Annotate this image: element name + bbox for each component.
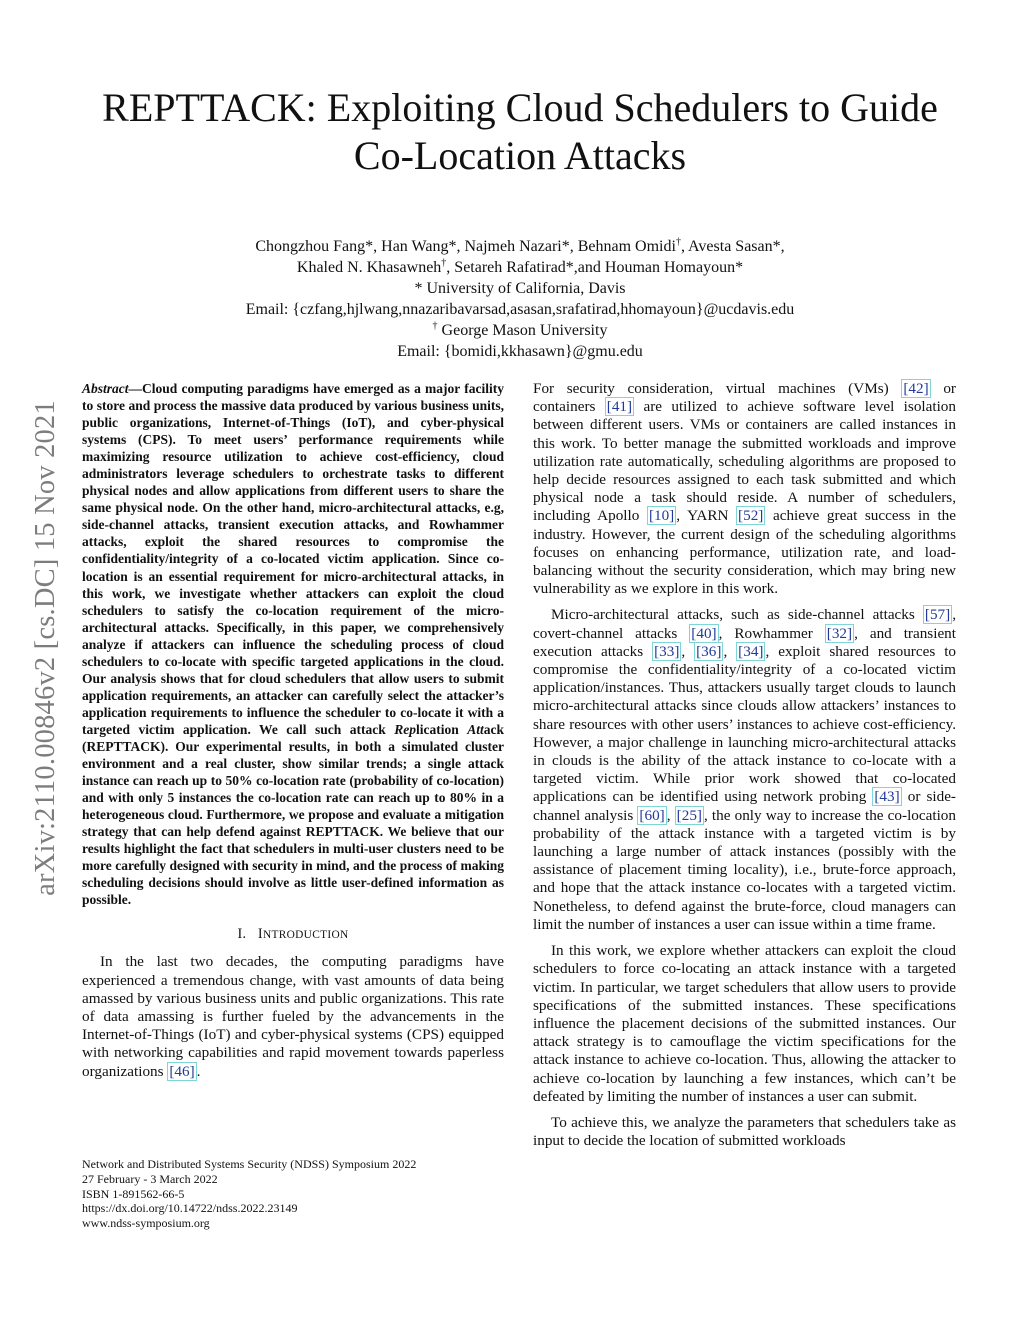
citation-link[interactable]: [32] bbox=[826, 624, 853, 642]
citation-link[interactable]: [57] bbox=[924, 606, 951, 624]
citation-link[interactable]: [41] bbox=[606, 398, 633, 416]
body-paragraph-to-achieve: To achieve this, we analyze the parameters that schedulers take as input to decide the location of submitted workloads bbox=[533, 1113, 956, 1150]
paper-title bbox=[60, 84, 980, 180]
body-paragraph-this-work: In this work, we explore whether attackers can exploit the cloud schedulers to force co-locating an attack instance with a targeted victim. In particular, we target schedulers that allow users to provide specifications of the submitted instances. These specifications influence the placement decisions of the submitted instances. Our attack strategy is to camouflage the victim specifications for the attack instance to achieve co-location. Thus, allowing the attacker to achieve co-location by launching a few instances, which can’t be defeated by limiting the number of instances a user can submit. bbox=[533, 942, 956, 1105]
affiliation-davis: * University of California, Davis bbox=[414, 280, 626, 297]
citation-link[interactable]: [40] bbox=[691, 624, 717, 642]
citation-link[interactable]: [60] bbox=[639, 806, 665, 824]
email-gmu: Email: {bomidi,kkhasawn}@gmu.edu bbox=[397, 343, 643, 360]
body-paragraph-micro-architectural: Micro-architectural attacks, such as side-channel attacks [57] , covert-channel attacks [40] , Rowhammer [32] , and transient execution attacks [33] , [36] , [34] , exploit shared resources to compromise the confidentiality/integrity of a co-located victim application/instances. Thus, attackers usually target clouds to launch micro-architectural attacks since clouds allow attackers’ instances to share resources with other users’ instances to achieve cost-efficiency. However, a major challenge in launching micro-architectural attacks in clouds is the ability of the attack instance to co-locate with a targeted victim. While prior work showed that co-located applications can be identified using network probing [43] or side-channel analysis [60] , [25] , the only way to increase the co-location probability of the attack instance with a targeted victim is by launching a large number of attack instances (possibly with the assistance of placement timing locality), i.e., brute-force approach, and hope that the attack instance co-locates with a targeted victim. Nonetheless, to defend against the brute-force, cloud managers can limit the number of instances a user can issue within a time frame. bbox=[533, 606, 957, 933]
citation-link[interactable]: [33] bbox=[654, 642, 680, 660]
left-column bbox=[82, 380, 504, 1081]
citation-link[interactable]: [52] bbox=[738, 507, 764, 525]
body-paragraph-security: For security consideration, virtual machines (VMs) [42] or containers [41] are utilized to achieve software level isolation between different users. VMs or containers are called instances in this work. To better manage the submitted workloads and improve utilization rate automatically, scheduling algorithms are proposed to help decide resources assigned to each task submitted and which physical node a task should reside. A number of schedulers, including Apollo [10] , YARN [52] achieve great success in the industry. However, the current design of the scheduling algorithms focuses on enhancing performance, utilization rate, and load-balancing without the security consideration, which may bring new vulnerability as we explore in this work. bbox=[533, 380, 957, 598]
section-heading-introduction: I. INTRODUCTION bbox=[237, 926, 349, 943]
conference-footnote: Network and Distributed Systems Security (NDSS) Symposium 2022 27 February - 3 March 2022 ISBN 1-891562-66-5 https://dx.doi.org/10.14722/ndss.2022.23149 www.ndss-symposium.org bbox=[82, 1157, 504, 1231]
abstract-repttack-name: REPTTACK bbox=[86, 738, 161, 754]
citation-link[interactable]: [46] bbox=[169, 1062, 195, 1080]
citation-link[interactable]: [43] bbox=[874, 788, 900, 806]
doi-link[interactable]: https://dx.doi.org/10.14722/ndss.2022.23149 bbox=[82, 1201, 298, 1216]
abstract: Abstract—Cloud computing paradigms have emerged as a major facility to store and process the massive data produced by various business units, public organizations, Internet-of-Things (IoT), and cyber-physical systems (CPS). To meet users’ performance requirements while maximizing resource utilization to achieve cost-efficiency, cloud administrators leverage schedulers to orchestrate tasks to different physical nodes and allow applications from different users to share the same physical node. On the other hand, micro-architectural attacks, e.g, side-channel attacks, transient execution attacks, and Rowhammer attacks, exploit the shared resources to compromise the confidentiality/integrity of a co-located victim application. Since co-location is an essential requirement for micro-architectural attacks, in this work, we investigate whether attackers can exploit the cloud schedulers to satisfy the co-location requirement of the micro-architectural attacks. Specifically, in this paper, we comprehensively analyze if attackers can influence the scheduling process of cloud schedulers to co-locate with specific targeted applications in the cloud. Our analysis shows that for cloud schedulers that allow users to submit application requirements, an attacker can carefully select the attacker’s application requirements to influence the scheduler to co-locate it with a targeted victim application. We call such attack Replication Attack (REPTTACK). Our experimental results, in both a simulated cluster environment and a real cluster, show similar trends; a single attack instance can reach up to 50% co-location rate (probability of co-location) and with only 5 instances the co-location rate can reach up to 80% in a heterogeneous cloud. Furthermore, we propose and evaluate a mitigation strategy that can help defend against REPTTACK. We believe that our results highlight the fact that schedulers in multi-user clusters need to be more carefully designed with security in mind, and the process of making scheduling decisions should involve as little user-defined information as possible. bbox=[82, 381, 504, 908]
affiliation-gmu: † George Mason University bbox=[432, 320, 608, 339]
arxiv-identifier-stamp bbox=[26, 350, 66, 945]
author-line-1: Chongzhou Fang*, Han Wang*, Najmeh Nazari*, Behnam Omidi†, Avesta Sasan*, bbox=[255, 236, 785, 255]
citation-link[interactable]: [36] bbox=[696, 642, 722, 660]
abstract-label: Abstract bbox=[82, 381, 129, 396]
title-name-initial: R bbox=[102, 85, 129, 130]
intro-paragraph-1: In the last two decades, the computing paradigms have experienced a tremendous change, with vast amounts of data being amassed by various business units and public organizations. This rate of data amassing is further fueled by the advancements in the Internet-of-Things (IoT) and cyber-physical systems (CPS) equipped with networking capabilities and rapid movement towards paperless organizations [46] . bbox=[82, 953, 504, 1080]
citation-link[interactable]: [42] bbox=[903, 380, 929, 397]
author-line-2: Khaled N. Khasawneh†, Setareh Rafatirad*,and Houman Homayoun* bbox=[296, 257, 744, 276]
title-line2: Co-Location Attacks bbox=[353, 133, 687, 178]
title-line1-rest: : Exploiting Cloud Schedulers to Guide bbox=[305, 85, 938, 130]
citation-link[interactable]: [25] bbox=[676, 806, 702, 824]
email-davis: Email: {czfang,hjlwang,nnazaribavarsad,asasan,srafatirad,hhomayoun}@ucdavis.edu bbox=[245, 301, 795, 318]
arxiv-identifier-text: arXiv:2110.00846v2 [cs.DC] 15 Nov 2021 bbox=[30, 399, 61, 896]
right-column bbox=[533, 380, 956, 1158]
title-name-rest: EPTTACK bbox=[128, 85, 306, 130]
website-link[interactable]: www.ndss-symposium.org bbox=[82, 1216, 210, 1231]
citation-link[interactable]: [34] bbox=[738, 642, 764, 660]
author-block bbox=[120, 236, 920, 362]
citation-link[interactable]: [10] bbox=[648, 507, 675, 525]
